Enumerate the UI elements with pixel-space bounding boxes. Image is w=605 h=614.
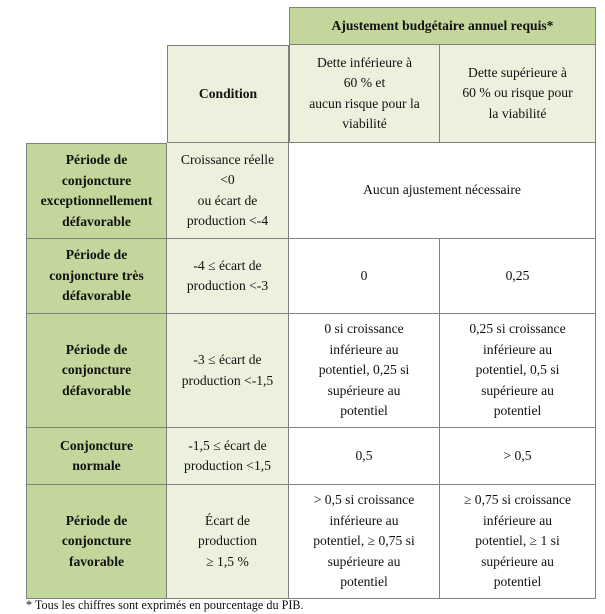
high-debt-header: [440, 45, 596, 143]
condition-header: [167, 45, 289, 143]
condition-label: Croissance réelle <0 ou écart de production <-4: [180, 151, 275, 228]
period-row-4: [26, 428, 167, 485]
adjustment-value: ≥ 0,75 si croissance inférieure au potentiel, ≥ 1 si supérieure au potentiel: [463, 492, 572, 590]
condition-row-2: [167, 239, 289, 314]
condition-row-5: [167, 485, 289, 599]
adjustment-value: > 0,5: [503, 447, 532, 463]
low-debt-header: [289, 45, 440, 143]
high-debt-value-row-3: [440, 314, 596, 428]
high-debt-value-row-5: [440, 485, 596, 599]
condition-row-4: [167, 428, 289, 485]
adjustment-value: 0,25: [505, 267, 530, 283]
adjustment-value: 0: [360, 267, 368, 283]
period-row-1: [26, 143, 167, 239]
empty-corner-left: [26, 45, 167, 143]
low-debt-value-row-2: [289, 239, 440, 314]
header-group-title: [289, 7, 596, 45]
condition-header-text: Condition: [198, 85, 258, 101]
budget-adjustment-table: [26, 7, 596, 596]
condition-label: -3 ≤ écart de production <-1,5: [181, 352, 274, 388]
condition-row-1: [167, 143, 289, 239]
condition-label: Écart de production ≥ 1,5 %: [198, 512, 257, 569]
adjustment-value: > 0,5 si croissance inférieure au potentiel, ≥ 0,75 si supérieure au potentiel: [313, 492, 415, 590]
footnote: * Tous les chiffres sont exprimés en pourcentage du PIB.: [26, 598, 304, 612]
empty-corner: [26, 7, 289, 45]
period-label: Période de conjoncture défavorable: [61, 341, 132, 398]
period-label: Période de conjoncture très défavorable: [49, 247, 144, 304]
merged-adjustment-cell: [289, 143, 596, 239]
header-group-text: Ajustement budgétaire annuel requis*: [331, 17, 554, 33]
adjustment-value: 0,25 si croissance inférieure au potentiel, 0,5 si supérieure au potentiel: [469, 321, 566, 419]
period-row-5: [26, 485, 167, 599]
adjustment-value: 0,5: [355, 447, 373, 463]
period-label: Conjoncture normale: [60, 437, 133, 473]
high-debt-value-row-4: [440, 428, 596, 485]
period-row-3: [26, 314, 167, 428]
high-debt-header-text: Dette supérieure à 60 % ou risque pour la viabilité: [462, 64, 573, 121]
adjustment-value: 0 si croissance inférieure au potentiel, 0,25 si supérieure au potentiel: [318, 321, 410, 419]
period-row-2: [26, 239, 167, 314]
condition-label: -1,5 ≤ écart de production <1,5: [184, 437, 271, 473]
high-debt-value-row-2: [440, 239, 596, 314]
low-debt-value-row-4: [289, 428, 440, 485]
low-debt-value-row-5: [289, 485, 440, 599]
low-debt-header-text: Dette inférieure à 60 % et aucun risque pour la viabilité: [309, 54, 420, 131]
condition-label: -4 ≤ écart de production <-3: [186, 257, 269, 293]
period-label: Période de conjoncture exceptionnellement défavorable: [40, 152, 153, 229]
low-debt-value-row-3: [289, 314, 440, 428]
condition-row-3: [167, 314, 289, 428]
merged-adjustment-text: Aucun ajustement nécessaire: [363, 182, 521, 198]
period-label: Période de conjoncture favorable: [61, 512, 132, 569]
